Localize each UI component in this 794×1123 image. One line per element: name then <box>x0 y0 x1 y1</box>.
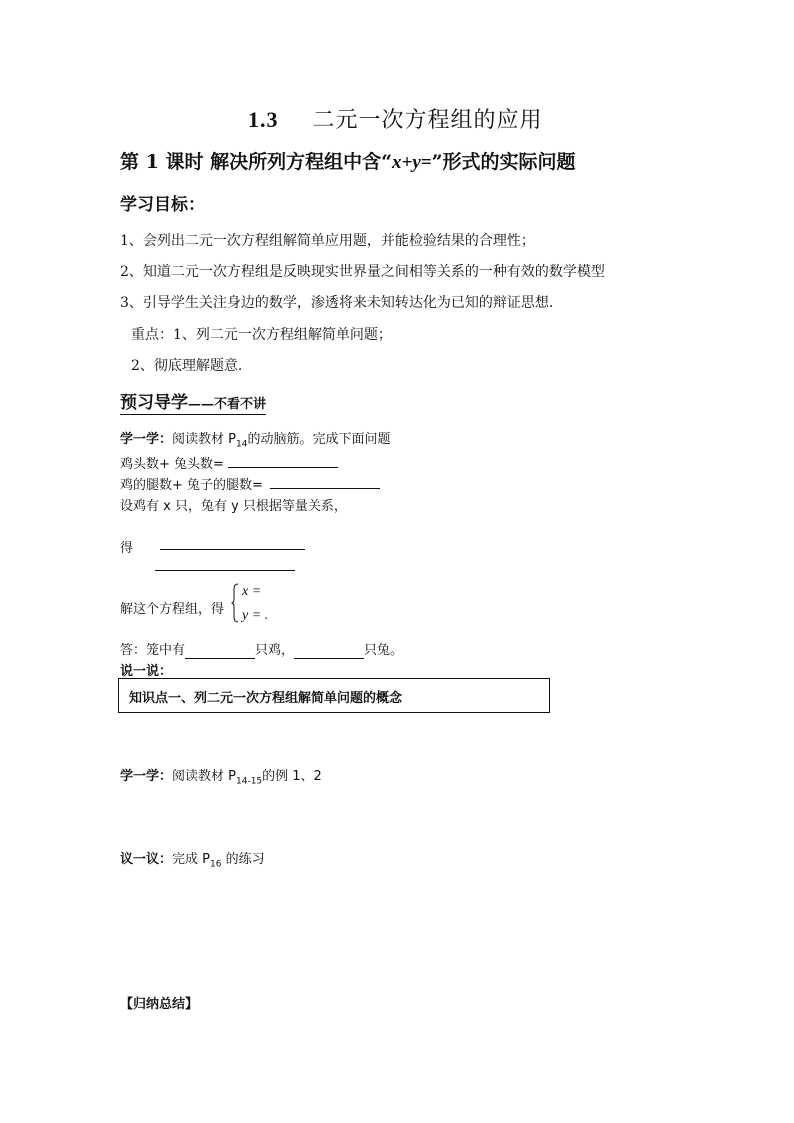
knowledge-box-text: 知识点一、列二元一次方程组解简单问题的概念 <box>129 691 403 706</box>
page-ref-three: 16 <box>210 859 222 870</box>
page-ref-two: 14-15 <box>236 776 263 787</box>
answer-line <box>120 639 403 659</box>
legs-blank[interactable] <box>270 488 380 489</box>
equation-blank-1[interactable] <box>160 549 305 550</box>
answer-pre: 答：笼中有 <box>120 643 186 658</box>
learn-two-text-end: 的例 1、2 <box>262 769 322 784</box>
lesson-prefix: 第 1 课时 解决所列方程组中含“ <box>120 151 392 173</box>
say-label: 说一说： <box>120 664 173 679</box>
goals-heading: 学习目标： <box>120 195 205 215</box>
learn-one-line <box>120 428 390 450</box>
section-number: 1.3 <box>248 107 279 132</box>
solution-y: y = . <box>242 608 269 623</box>
left-brace-icon <box>231 583 239 623</box>
page-title <box>248 103 543 134</box>
learn-text: 阅读教材 P <box>172 432 236 447</box>
knowledge-box <box>118 678 550 713</box>
preview-heading <box>120 388 266 415</box>
summary-heading: 【归纳总结】 <box>120 997 199 1012</box>
answer-mid: 只鸡， <box>255 643 295 658</box>
lesson-expression: x+y= <box>392 152 432 173</box>
preview-note: 不看不讲 <box>214 397 267 412</box>
heads-blank[interactable] <box>228 467 338 468</box>
answer-post: 只兔。 <box>364 643 404 658</box>
rabbit-blank[interactable] <box>294 643 364 659</box>
equation-blank-2[interactable] <box>155 570 295 571</box>
assume-line: 设鸡有 x 只，兔有 y 只根据等量关系， <box>120 499 347 514</box>
discuss-text-end: 的练习 <box>221 852 265 867</box>
chicken-blank[interactable] <box>185 643 255 659</box>
learn-two-label: 学一学： <box>120 769 173 784</box>
learn-text-end: 的动脑筋。完成下面问题 <box>247 432 391 447</box>
learn-two-line <box>120 765 322 787</box>
solve-label: 解这个方程组，得 <box>120 602 225 617</box>
discuss-text: 完成 P <box>172 852 210 867</box>
section-title: 二元一次方程组的应用 <box>312 108 543 133</box>
heads-line: 鸡头数+ 兔头数= <box>120 457 224 472</box>
key-point-1: 重点：1、列二元一次方程组解简单问题； <box>131 327 392 343</box>
learn-label: 学一学： <box>120 432 173 447</box>
goal-item-2: 2、知道二元一次方程组是反映现实世界量之间相等关系的一种有效的数学模型 <box>120 264 605 280</box>
goal-item-1: 1、会列出二元一次方程组解简单应用题，并能检验结果的合理性； <box>120 233 535 249</box>
de-label: 得 <box>120 541 134 556</box>
solution-x: x = <box>242 584 262 599</box>
lesson-suffix: ”形式的实际问题 <box>431 151 576 173</box>
discuss-line <box>120 848 265 870</box>
page-ref: 14 <box>236 439 248 450</box>
discuss-label: 议一议： <box>120 852 173 867</box>
key-point-2: 2、彻底理解题意. <box>131 358 243 374</box>
preview-dash: —— <box>188 397 214 412</box>
learn-two-text: 阅读教材 P <box>172 769 236 784</box>
preview-title: 预习导学 <box>120 393 188 413</box>
legs-line: 鸡的腿数+ 兔子的腿数= <box>120 478 263 493</box>
lesson-heading <box>120 147 576 174</box>
goal-item-3: 3、引导学生关注身边的数学，渗透将来未知转达化为已知的辩证思想. <box>120 295 554 311</box>
